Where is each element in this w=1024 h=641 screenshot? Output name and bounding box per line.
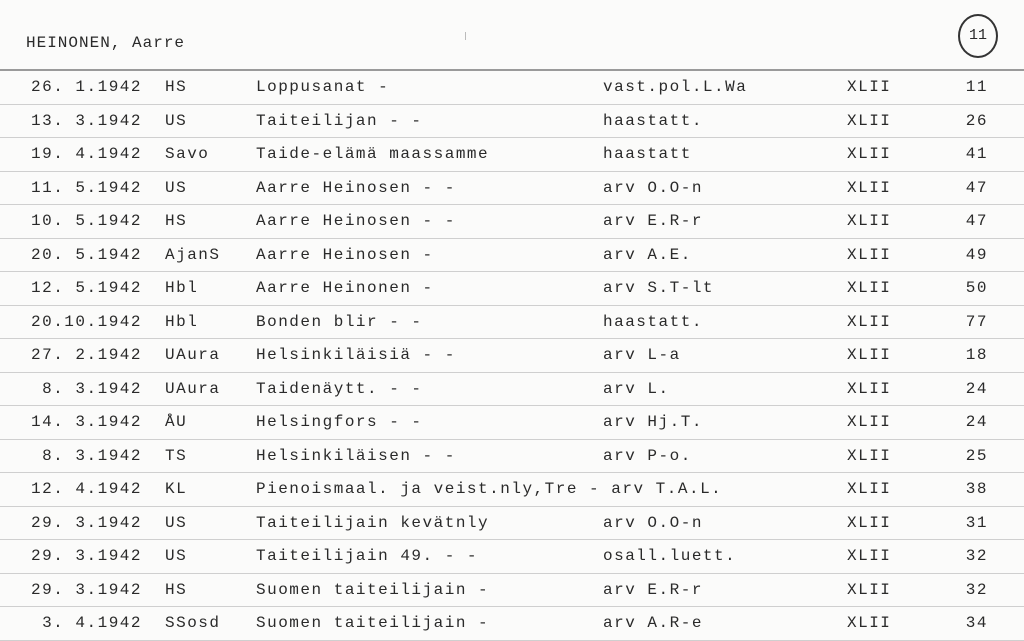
entry-volume: XLII <box>847 513 892 532</box>
entry-page: 47 <box>965 178 988 197</box>
entry-page: 25 <box>965 446 988 465</box>
entry-page: 38 <box>965 480 988 498</box>
entry-date: 8. 3.1942 <box>42 446 142 465</box>
entry-publication: KL <box>165 480 188 498</box>
entry-row <box>0 373 1024 407</box>
person-name: HEINONEN, Aarre <box>26 34 186 52</box>
entry-page: 24 <box>965 379 988 398</box>
entry-volume: XLII <box>847 212 892 230</box>
entry-page: 41 <box>965 145 988 163</box>
entry-title: Aarre Heinosen - - <box>256 178 456 197</box>
entry-type: vast.pol.L.Wa <box>603 78 748 96</box>
entry-title: Helsinkiläisen - - <box>256 446 456 465</box>
entry-publication: UAura <box>165 379 221 398</box>
entry-page: 32 <box>965 580 988 599</box>
entry-date: 13. 3.1942 <box>30 111 142 130</box>
entry-row <box>0 507 1024 541</box>
entry-volume: XLII <box>847 379 892 398</box>
entry-row <box>0 406 1024 440</box>
entry-date: 10. 5.1942 <box>30 212 142 230</box>
entry-title: Suomen taiteilijain - <box>256 614 490 632</box>
entry-date: 3. 4.1942 <box>42 614 142 632</box>
entry-publication: US <box>165 178 188 197</box>
entry-publication: HS <box>165 78 188 96</box>
entry-type: arv L-a <box>603 346 681 364</box>
entry-page: 32 <box>965 547 988 565</box>
entry-type: arv A.R-e <box>603 614 703 632</box>
entry-title: Aarre Heinonen - <box>256 279 434 297</box>
entry-volume: XLII <box>847 245 892 264</box>
entry-volume: XLII <box>847 446 892 465</box>
entry-page: 26 <box>965 111 988 130</box>
entry-row <box>0 473 1024 507</box>
entry-row <box>0 205 1024 239</box>
entry-row <box>0 607 1024 641</box>
entry-row <box>0 574 1024 608</box>
entry-date: 27. 2.1942 <box>30 346 142 364</box>
entry-page: 31 <box>965 513 988 532</box>
entries-list <box>0 71 1024 641</box>
entry-type: arv A.E. <box>603 245 692 264</box>
entry-volume: XLII <box>847 614 892 632</box>
entry-volume: XLII <box>847 279 892 297</box>
entry-type: arv Hj.T. <box>603 413 703 431</box>
entry-row <box>0 138 1024 172</box>
entry-title: Taiteilijan - - <box>256 111 423 130</box>
entry-title: Aarre Heinosen - - <box>256 212 456 230</box>
paper-mark <box>465 32 466 40</box>
entry-publication: HS <box>165 212 188 230</box>
entry-publication: Hbl <box>165 279 199 297</box>
entry-title: Taide-elämä maassamme <box>256 145 490 163</box>
entry-type: arv O.O-n <box>603 178 703 197</box>
entry-page: 50 <box>965 279 988 297</box>
entry-type: arv E.R-r <box>603 580 703 599</box>
entry-date: 20. 5.1942 <box>30 245 142 264</box>
entry-type: haastatt. <box>603 111 703 130</box>
entry-date: 12. 4.1942 <box>30 480 142 498</box>
entry-date: 29. 3.1942 <box>30 547 142 565</box>
entry-title: Aarre Heinosen - <box>256 245 434 264</box>
entry-publication: SSosd <box>165 614 221 632</box>
entry-row <box>0 105 1024 139</box>
entry-row <box>0 239 1024 273</box>
entry-volume: XLII <box>847 480 892 498</box>
entry-volume: XLII <box>847 346 892 364</box>
entry-date: 20.10.1942 <box>30 312 142 331</box>
entry-row <box>0 71 1024 105</box>
entry-row <box>0 440 1024 474</box>
entry-publication: Savo <box>165 145 210 163</box>
entry-publication: ÅU <box>165 413 188 431</box>
entry-type: arv O.O-n <box>603 513 703 532</box>
entry-publication: UAura <box>165 346 221 364</box>
entry-type: arv P-o. <box>603 446 692 465</box>
entry-volume: XLII <box>847 580 892 599</box>
entry-date: 12. 5.1942 <box>30 279 142 297</box>
entry-date: 11. 5.1942 <box>30 178 142 197</box>
entry-page: 24 <box>965 413 988 431</box>
entry-page: 77 <box>965 312 988 331</box>
entry-publication: US <box>165 547 188 565</box>
card-number-circle: 11 <box>958 14 998 58</box>
entry-row <box>0 540 1024 574</box>
entry-title: Loppusanat - <box>256 78 390 96</box>
entry-title: Helsingfors - - <box>256 413 423 431</box>
entry-volume: XLII <box>847 178 892 197</box>
entry-publication: US <box>165 513 188 532</box>
entry-page: 47 <box>965 212 988 230</box>
entry-row <box>0 306 1024 340</box>
entry-date: 26. 1.1942 <box>30 78 142 96</box>
entry-date: 29. 3.1942 <box>30 580 142 599</box>
entry-title: Taiteilijain kevätnly <box>256 513 490 532</box>
entry-date: 14. 3.1942 <box>30 413 142 431</box>
entry-publication: US <box>165 111 188 130</box>
entry-type: haastatt <box>603 145 692 163</box>
entry-title: Suomen taiteilijain - <box>256 580 490 599</box>
entry-volume: XLII <box>847 111 892 130</box>
entry-page: 11 <box>965 78 988 96</box>
entry-page: 18 <box>965 346 988 364</box>
entry-volume: XLII <box>847 312 892 331</box>
entry-row <box>0 339 1024 373</box>
entry-publication: AjanS <box>165 245 221 264</box>
entry-type: haastatt. <box>603 312 703 331</box>
entry-page: 34 <box>965 614 988 632</box>
entry-volume: XLII <box>847 78 892 96</box>
entry-type: arv L. <box>603 379 670 398</box>
entry-volume: XLII <box>847 547 892 565</box>
entry-row <box>0 172 1024 206</box>
entry-title: Taiteilijain 49. - - <box>256 547 479 565</box>
entry-publication: HS <box>165 580 188 599</box>
entry-type: arv E.R-r <box>603 212 703 230</box>
entry-volume: XLII <box>847 145 892 163</box>
entry-title: Pienoismaal. ja veist.nly,Tre - arv T.A.L. <box>256 480 723 498</box>
entry-row <box>0 272 1024 306</box>
entry-type: osall.luett. <box>603 547 737 565</box>
entry-publication: TS <box>165 446 188 465</box>
entry-date: 8. 3.1942 <box>42 379 142 398</box>
entry-publication: Hbl <box>165 312 199 331</box>
entry-volume: XLII <box>847 413 892 431</box>
entry-title: Taidenäytt. - - <box>256 379 423 398</box>
entry-date: 19. 4.1942 <box>30 145 142 163</box>
entry-page: 49 <box>965 245 988 264</box>
entry-title: Helsinkiläisiä - - <box>256 346 456 364</box>
entry-date: 29. 3.1942 <box>30 513 142 532</box>
entry-type: arv S.T-lt <box>603 279 715 297</box>
entry-title: Bonden blir - - <box>256 312 423 331</box>
